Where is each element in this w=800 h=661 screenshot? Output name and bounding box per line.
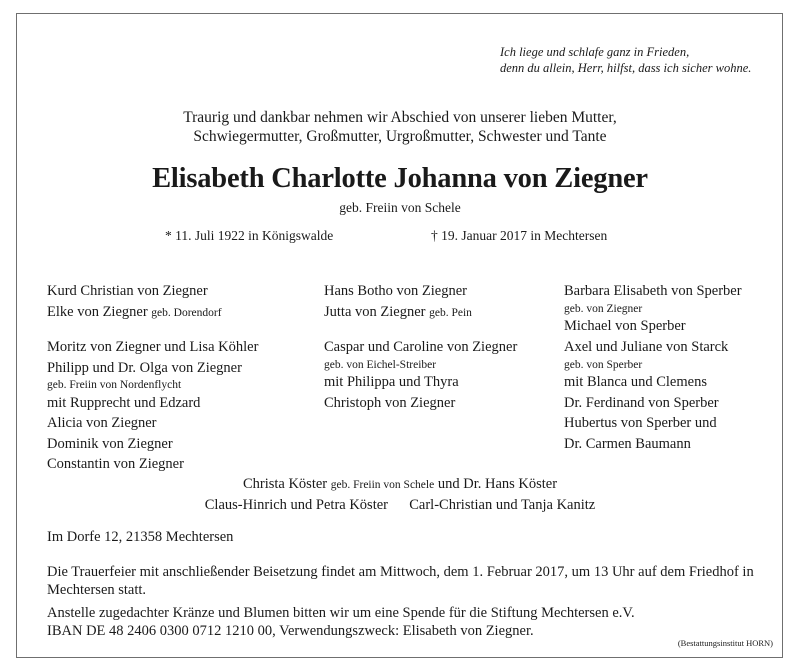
family-address: Im Dorfe 12, 21358 Mechtersen: [47, 529, 234, 545]
mourner-line: Hans Botho von Ziegner: [324, 283, 467, 299]
sibling-name: Christa Köster: [242, 476, 328, 492]
mourner-line: Moritz von Ziegner und Lisa Köhler: [47, 339, 259, 355]
mourner-line: Caspar und Caroline von Ziegner: [324, 339, 518, 355]
intro-line-1: Traurig und dankbar nehmen wir Abschied von unserer lieben Mutter,: [183, 109, 617, 126]
maiden-name-note: geb. von Eichel-Streiber: [324, 358, 437, 371]
death-date: † 19. Januar 2017 in Mechtersen: [431, 228, 608, 243]
mourner-line: Christoph von Ziegner: [324, 394, 456, 411]
siblings-line-2: [0, 495, 800, 515]
donation-line-1: Anstelle zugedachter Kränze und Blumen bitten wir um eine Spende für die Stiftung Mechtersen e.V.: [47, 605, 635, 621]
mourners-left-group-2: [47, 337, 258, 475]
donation-request: [47, 604, 635, 640]
sibling-spouse: und Dr. Hans Köster: [437, 476, 558, 492]
mourner-line: Barbara Elisabeth von Sperber: [564, 283, 742, 299]
mourner-line: Kurd Christian von Ziegner: [47, 283, 208, 299]
mourners-right-group-1: [564, 281, 742, 337]
funeral-home-credit: (Bestattungsinstitut HORN): [677, 638, 773, 648]
mourner-line: mit Philippa und Thyra: [324, 374, 459, 390]
donation-line-2: IBAN DE 48 2406 0300 0712 1210 00, Verwendungszweck: Elisabeth von Ziegner.: [47, 623, 534, 639]
mourner-name: Jutta von Ziegner: [324, 303, 426, 320]
mourner-line: Axel und Juliane von Starck: [564, 339, 729, 355]
mourner-line: Dominik von Ziegner: [47, 435, 173, 452]
verse-line-2: denn du allein, Herr, hilfst, dass ich sicher wohne.: [500, 61, 752, 75]
maiden-name-note: geb. von Sperber: [564, 358, 643, 371]
birth-date: * 11. Juli 1922 in Königswalde: [165, 228, 334, 243]
mourner-line: Hubertus von Sperber und: [564, 415, 717, 431]
verse-line-1: Ich liege und schlafe ganz in Frieden,: [500, 45, 690, 59]
bible-verse: [500, 44, 751, 76]
mourner-line: mit Rupprecht und Edzard: [47, 394, 201, 411]
mourner-line: Michael von Sperber: [564, 318, 686, 334]
mourners-middle-group-2: [324, 337, 517, 413]
mourner-line: Alicia von Ziegner: [47, 415, 157, 431]
deceased-birth-name: geb. Freiin von Schele: [339, 200, 461, 215]
deceased-name: Elisabeth Charlotte Johanna von Ziegner: [152, 163, 648, 194]
mourner-line: Constantin von Ziegner: [47, 456, 184, 472]
mourner-name: Elke von Ziegner: [47, 303, 148, 320]
siblings-block: [0, 474, 800, 515]
mourner-line: Dr. Carmen Baumann: [564, 435, 691, 452]
sibling-couple: Carl-Christian und Tanja Kanitz: [409, 497, 596, 513]
mourners-middle-group-1: [324, 281, 472, 323]
maiden-name-note: geb. Freiin von Nordenflycht: [47, 379, 182, 391]
maiden-name-note: geb. von Ziegner: [564, 302, 643, 315]
maiden-name-note: geb. Dorendorf: [151, 306, 222, 319]
maiden-name-note: geb. Freiin von Schele: [330, 479, 435, 491]
mourner-line: Dr. Ferdinand von Sperber: [564, 394, 719, 411]
intro-text: [0, 108, 800, 146]
mourners-right-group-2: [564, 337, 728, 454]
sibling-couple: Claus-Hinrich und Petra Köster: [204, 497, 388, 513]
mourner-line: mit Blanca und Clemens: [564, 374, 707, 390]
siblings-line-1: [0, 474, 800, 495]
mourners-left-group-1: [47, 281, 222, 323]
mourner-line: Philipp und Dr. Olga von Ziegner: [47, 359, 242, 376]
mourner-line: [324, 302, 472, 324]
maiden-name-note: geb. Pein: [429, 306, 472, 319]
intro-line-2: Schwiegermutter, Großmutter, Urgroßmutter, Schwester und Tante: [193, 128, 607, 145]
funeral-info: Die Trauerfeier mit anschließender Beisetzung findet am Mittwoch, dem 1. Februar 2017, um 13 Uhr auf dem Friedhof in Mechtersen statt.: [47, 564, 754, 598]
mourner-line: [47, 302, 222, 324]
